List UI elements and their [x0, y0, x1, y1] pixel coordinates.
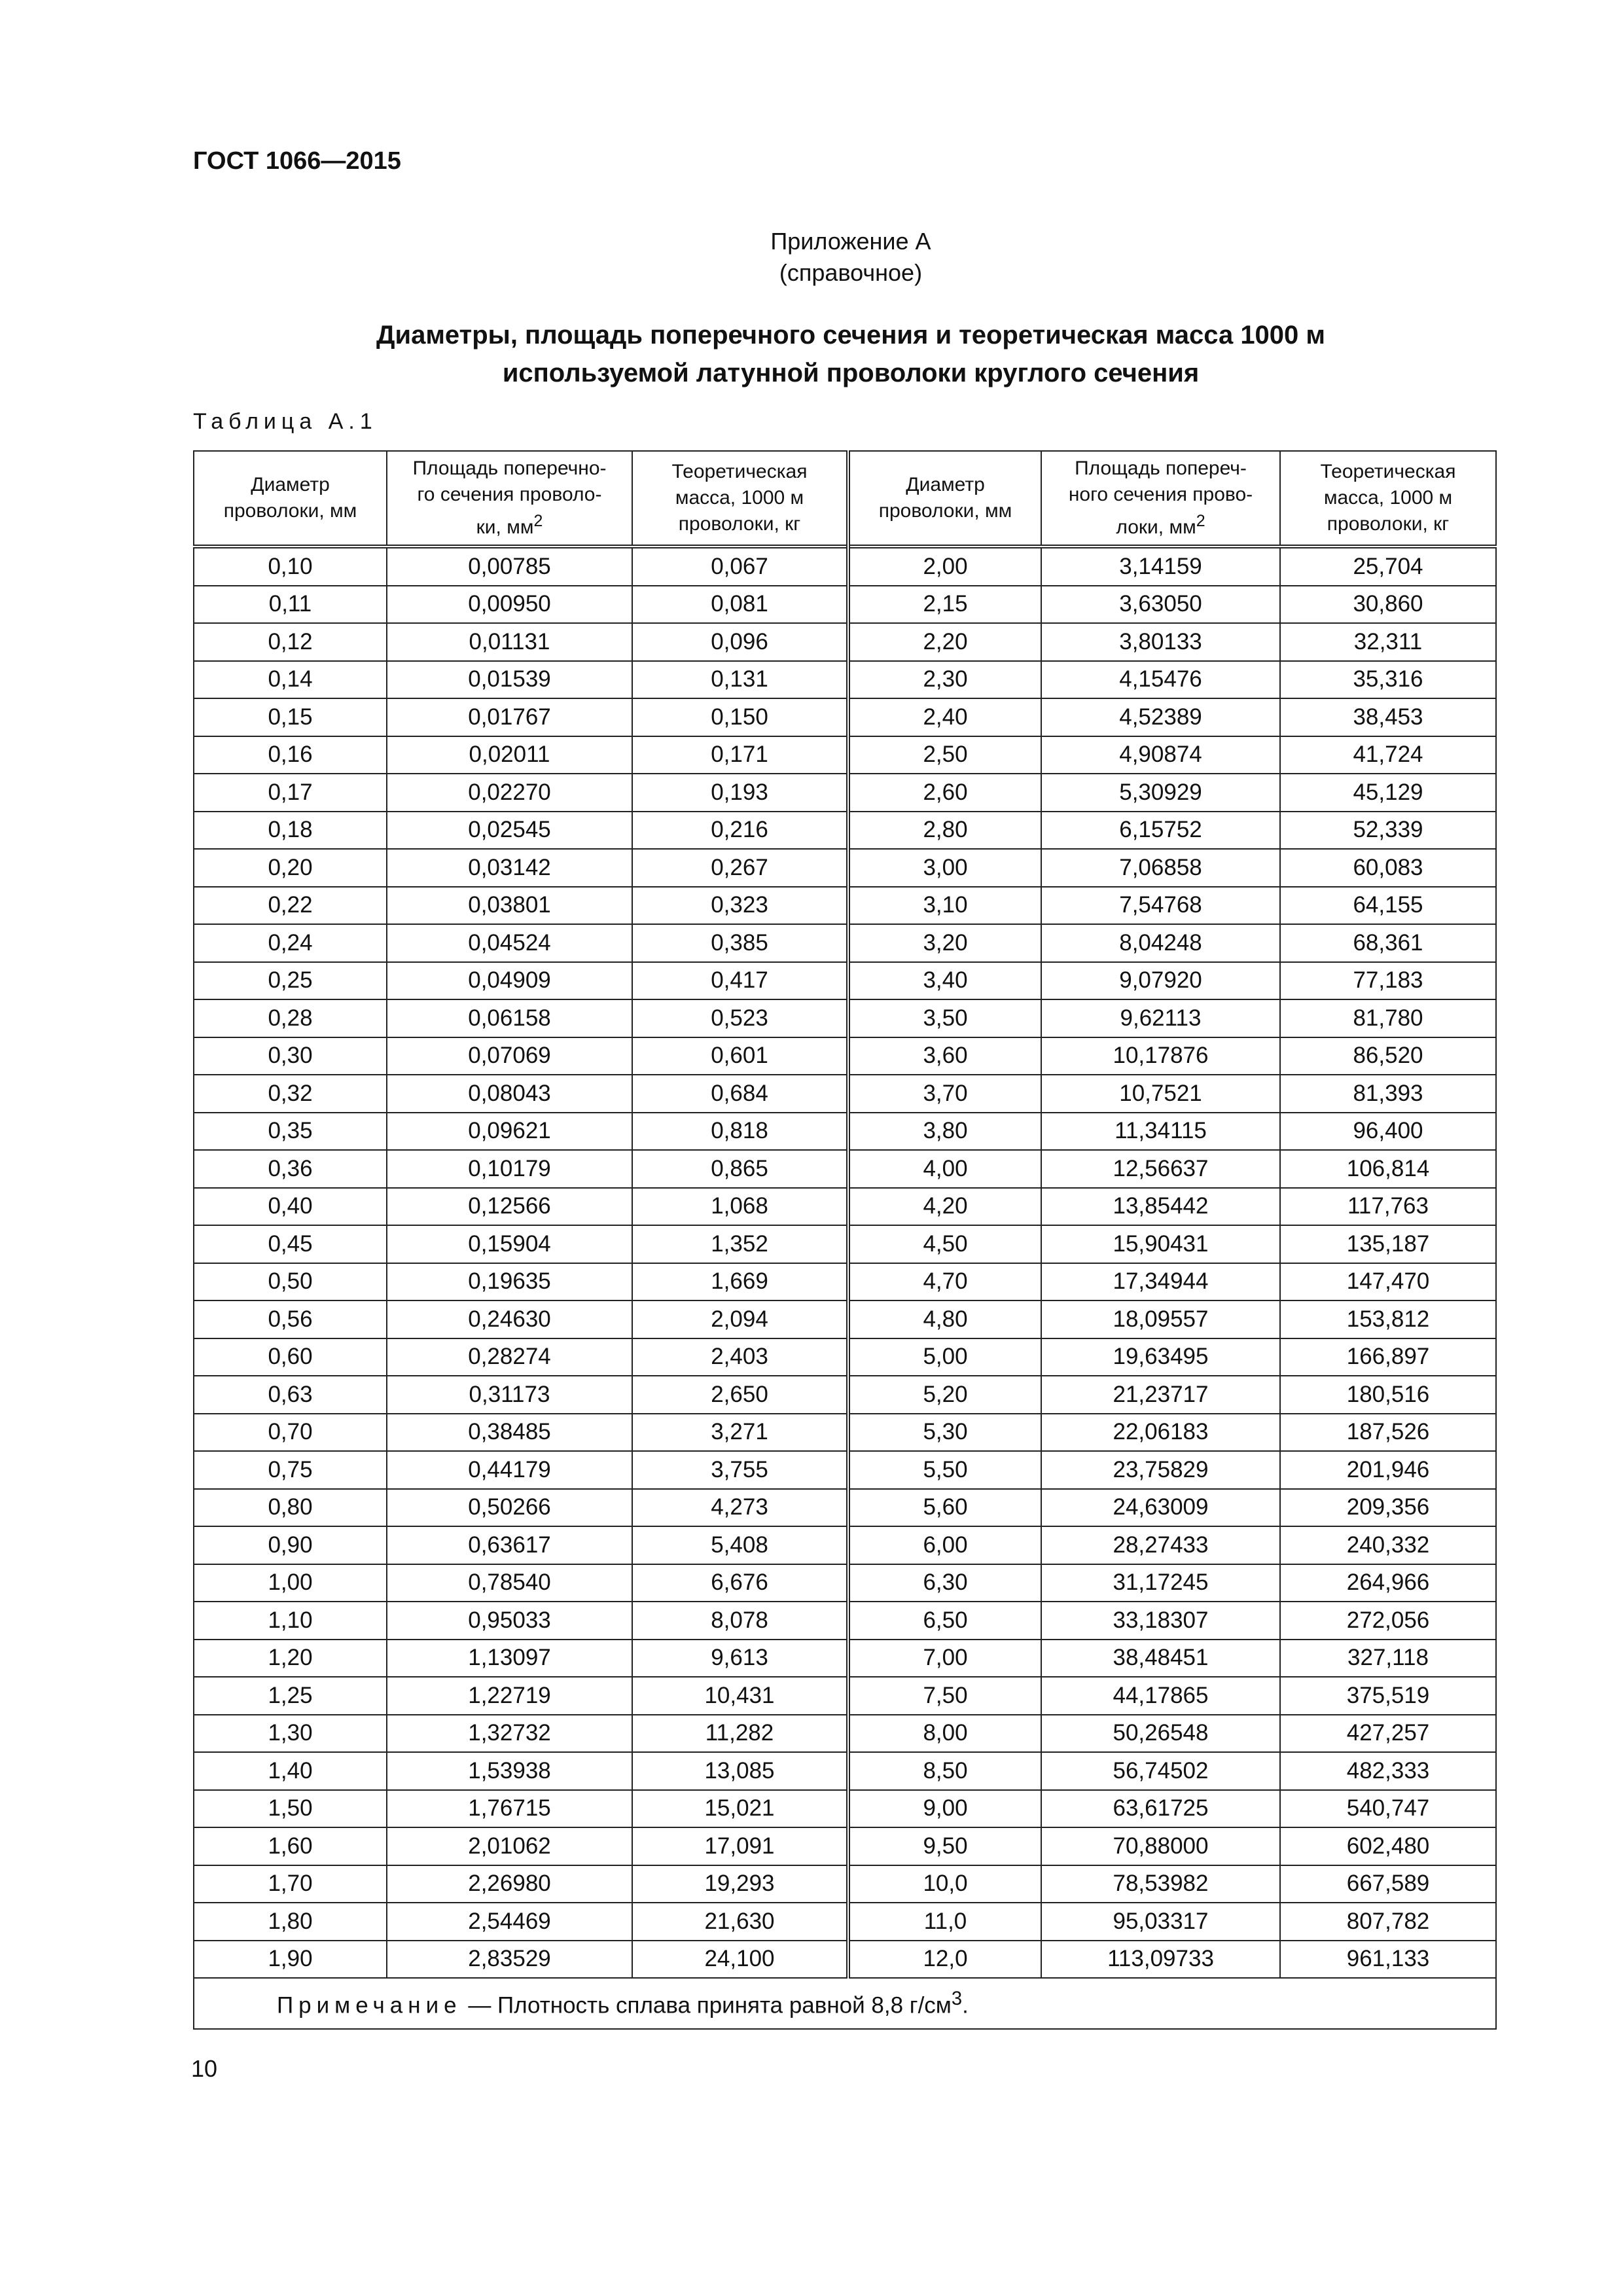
- table-row: [194, 1037, 1496, 1075]
- cell-diameter-2: 4,00: [848, 1150, 1041, 1188]
- table-row: [194, 1263, 1496, 1301]
- cell-mass-2: 25,704: [1280, 547, 1496, 586]
- note-superscript: 3: [951, 1988, 963, 2009]
- cell-diameter-2: 3,70: [848, 1075, 1041, 1113]
- cell-diameter-2: 4,50: [848, 1225, 1041, 1263]
- cell-diameter-2: 2,15: [848, 586, 1041, 624]
- table-row: [194, 774, 1496, 812]
- cell-diameter-2: 5,00: [848, 1338, 1041, 1376]
- cell-area-1: 0,10179: [387, 1150, 632, 1188]
- cell-diameter-2: 10,0: [848, 1865, 1041, 1903]
- cell-diameter-1: 0,36: [194, 1150, 387, 1188]
- cell-mass-1: 9,613: [632, 1640, 848, 1677]
- cell-mass-2: 187,526: [1280, 1414, 1496, 1452]
- cell-diameter-2: 5,50: [848, 1451, 1041, 1489]
- cell-diameter-2: 3,20: [848, 924, 1041, 962]
- cell-mass-1: 8,078: [632, 1602, 848, 1640]
- cell-area-2: 4,52389: [1041, 698, 1280, 736]
- cell-area-1: 1,53938: [387, 1752, 632, 1790]
- cell-area-1: 0,02545: [387, 812, 632, 850]
- cell-diameter-1: 1,50: [194, 1790, 387, 1828]
- table-row: [194, 887, 1496, 925]
- table-body: [194, 547, 1496, 1978]
- cell-mass-2: 135,187: [1280, 1225, 1496, 1263]
- cell-diameter-1: 0,63: [194, 1376, 387, 1414]
- cell-area-1: 0,12566: [387, 1188, 632, 1226]
- cell-mass-2: 35,316: [1280, 661, 1496, 699]
- cell-diameter-1: 0,12: [194, 623, 387, 661]
- cell-area-2: 23,75829: [1041, 1451, 1280, 1489]
- table-row: [194, 1489, 1496, 1527]
- cell-mass-1: 0,601: [632, 1037, 848, 1075]
- cell-area-1: 0,06158: [387, 999, 632, 1037]
- cell-area-2: 70,88000: [1041, 1827, 1280, 1865]
- cell-area-2: 33,18307: [1041, 1602, 1280, 1640]
- cell-area-1: 0,95033: [387, 1602, 632, 1640]
- cell-mass-1: 2,094: [632, 1300, 848, 1338]
- cell-diameter-1: 0,30: [194, 1037, 387, 1075]
- cell-mass-2: 602,480: [1280, 1827, 1496, 1865]
- cell-diameter-1: 0,56: [194, 1300, 387, 1338]
- cell-area-1: 0,00785: [387, 547, 632, 586]
- header-mass-2: Теоретическая масса, 1000 м проволоки, кг: [1280, 451, 1496, 547]
- cell-mass-1: 0,385: [632, 924, 848, 962]
- cell-diameter-1: 0,16: [194, 736, 387, 774]
- cell-diameter-2: 7,50: [848, 1677, 1041, 1715]
- cell-diameter-1: 1,90: [194, 1941, 387, 1979]
- cell-mass-1: 17,091: [632, 1827, 848, 1865]
- cell-diameter-1: 0,18: [194, 812, 387, 850]
- cell-diameter-1: 1,30: [194, 1715, 387, 1753]
- table-row: [194, 1941, 1496, 1979]
- cell-diameter-2: 4,80: [848, 1300, 1041, 1338]
- page-number: 10: [191, 2055, 218, 2082]
- table-row: [194, 736, 1496, 774]
- table-note-row: [194, 1978, 1496, 2029]
- table-row: [194, 812, 1496, 850]
- cell-diameter-1: 0,80: [194, 1489, 387, 1527]
- table-row: [194, 1376, 1496, 1414]
- cell-area-1: 0,02270: [387, 774, 632, 812]
- table-row: [194, 1790, 1496, 1828]
- cell-area-2: 4,15476: [1041, 661, 1280, 699]
- cell-mass-1: 6,676: [632, 1564, 848, 1602]
- cell-diameter-2: 2,80: [848, 812, 1041, 850]
- table-row: [194, 1677, 1496, 1715]
- table-row: [194, 1075, 1496, 1113]
- cell-diameter-2: 9,50: [848, 1827, 1041, 1865]
- cell-diameter-2: 8,50: [848, 1752, 1041, 1790]
- cell-area-2: 50,26548: [1041, 1715, 1280, 1753]
- cell-diameter-2: 12,0: [848, 1941, 1041, 1979]
- cell-area-2: 4,90874: [1041, 736, 1280, 774]
- main-title: [0, 316, 1623, 392]
- table-row: [194, 1903, 1496, 1941]
- cell-area-1: 0,01539: [387, 661, 632, 699]
- table-row: [194, 999, 1496, 1037]
- cell-mass-2: 117,763: [1280, 1188, 1496, 1226]
- cell-area-1: 0,15904: [387, 1225, 632, 1263]
- cell-diameter-2: 5,60: [848, 1489, 1041, 1527]
- cell-area-1: 2,83529: [387, 1941, 632, 1979]
- cell-mass-1: 0,323: [632, 887, 848, 925]
- cell-mass-2: 153,812: [1280, 1300, 1496, 1338]
- cell-mass-2: 482,333: [1280, 1752, 1496, 1790]
- cell-mass-1: 0,150: [632, 698, 848, 736]
- cell-diameter-1: 0,60: [194, 1338, 387, 1376]
- cell-diameter-1: 0,14: [194, 661, 387, 699]
- table-row: [194, 1300, 1496, 1338]
- cell-mass-1: 10,431: [632, 1677, 848, 1715]
- cell-mass-2: 81,780: [1280, 999, 1496, 1037]
- table-row: [194, 1865, 1496, 1903]
- cell-area-1: 2,01062: [387, 1827, 632, 1865]
- cell-diameter-2: 2,30: [848, 661, 1041, 699]
- cell-area-2: 8,04248: [1041, 924, 1280, 962]
- table-row: [194, 1188, 1496, 1226]
- cell-area-1: 1,76715: [387, 1790, 632, 1828]
- cell-diameter-1: 1,25: [194, 1677, 387, 1715]
- cell-diameter-1: 0,90: [194, 1526, 387, 1564]
- cell-area-2: 3,80133: [1041, 623, 1280, 661]
- cell-mass-1: 1,352: [632, 1225, 848, 1263]
- cell-area-2: 28,27433: [1041, 1526, 1280, 1564]
- cell-mass-1: 0,096: [632, 623, 848, 661]
- cell-mass-2: 240,332: [1280, 1526, 1496, 1564]
- cell-diameter-2: 5,20: [848, 1376, 1041, 1414]
- cell-area-2: 13,85442: [1041, 1188, 1280, 1226]
- cell-mass-1: 0,684: [632, 1075, 848, 1113]
- cell-diameter-1: 0,22: [194, 887, 387, 925]
- cell-mass-1: 0,818: [632, 1113, 848, 1151]
- cell-area-2: 17,34944: [1041, 1263, 1280, 1301]
- wire-data-table: [193, 450, 1497, 2030]
- cell-mass-2: 32,311: [1280, 623, 1496, 661]
- cell-mass-2: 667,589: [1280, 1865, 1496, 1903]
- cell-diameter-2: 4,70: [848, 1263, 1041, 1301]
- cell-mass-1: 0,193: [632, 774, 848, 812]
- cell-diameter-2: 5,30: [848, 1414, 1041, 1452]
- data-table-container: [193, 450, 1495, 2030]
- cell-mass-2: 180,516: [1280, 1376, 1496, 1414]
- table-row: [194, 849, 1496, 887]
- table-row: [194, 1640, 1496, 1677]
- cell-diameter-1: 0,20: [194, 849, 387, 887]
- cell-mass-2: 86,520: [1280, 1037, 1496, 1075]
- cell-mass-1: 13,085: [632, 1752, 848, 1790]
- cell-mass-2: 64,155: [1280, 887, 1496, 925]
- table-row: [194, 1752, 1496, 1790]
- cell-mass-1: 3,271: [632, 1414, 848, 1452]
- cell-area-2: 7,06858: [1041, 849, 1280, 887]
- cell-area-2: 24,63009: [1041, 1489, 1280, 1527]
- cell-diameter-2: 3,80: [848, 1113, 1041, 1151]
- cell-area-2: 19,63495: [1041, 1338, 1280, 1376]
- cell-area-1: 0,28274: [387, 1338, 632, 1376]
- cell-mass-2: 272,056: [1280, 1602, 1496, 1640]
- table-row: [194, 586, 1496, 624]
- cell-diameter-1: 0,28: [194, 999, 387, 1037]
- header-mass-1: Теоретическая масса, 1000 м проволоки, кг: [632, 451, 848, 547]
- cell-area-2: 21,23717: [1041, 1376, 1280, 1414]
- cell-diameter-2: 2,50: [848, 736, 1041, 774]
- cell-area-2: 7,54768: [1041, 887, 1280, 925]
- cell-mass-2: 201,946: [1280, 1451, 1496, 1489]
- table-row: [194, 1827, 1496, 1865]
- table-row: [194, 1113, 1496, 1151]
- cell-area-2: 15,90431: [1041, 1225, 1280, 1263]
- cell-area-1: 2,54469: [387, 1903, 632, 1941]
- cell-area-2: 18,09557: [1041, 1300, 1280, 1338]
- cell-diameter-1: 0,17: [194, 774, 387, 812]
- cell-diameter-2: 4,20: [848, 1188, 1041, 1226]
- cell-mass-1: 24,100: [632, 1941, 848, 1979]
- cell-area-1: 0,03801: [387, 887, 632, 925]
- header-diameter-1: Диаметр проволоки, мм: [194, 451, 387, 547]
- cell-area-2: 113,09733: [1041, 1941, 1280, 1979]
- cell-mass-1: 15,021: [632, 1790, 848, 1828]
- cell-mass-1: 19,293: [632, 1865, 848, 1903]
- cell-diameter-1: 0,40: [194, 1188, 387, 1226]
- table-row: [194, 1564, 1496, 1602]
- table-row: [194, 1602, 1496, 1640]
- cell-diameter-1: 1,40: [194, 1752, 387, 1790]
- cell-area-2: 22,06183: [1041, 1414, 1280, 1452]
- cell-diameter-1: 1,10: [194, 1602, 387, 1640]
- table-row: [194, 1451, 1496, 1489]
- cell-area-1: 0,01131: [387, 623, 632, 661]
- cell-diameter-2: 8,00: [848, 1715, 1041, 1753]
- cell-diameter-1: 1,20: [194, 1640, 387, 1677]
- cell-mass-1: 21,630: [632, 1903, 848, 1941]
- table-label: Таблица А.1: [193, 409, 378, 434]
- cell-mass-1: 1,068: [632, 1188, 848, 1226]
- cell-area-2: 6,15752: [1041, 812, 1280, 850]
- cell-area-1: 0,08043: [387, 1075, 632, 1113]
- cell-mass-1: 11,282: [632, 1715, 848, 1753]
- cell-area-2: 9,07920: [1041, 962, 1280, 1000]
- cell-area-1: 0,04909: [387, 962, 632, 1000]
- cell-mass-1: 1,669: [632, 1263, 848, 1301]
- cell-area-1: 0,24630: [387, 1300, 632, 1338]
- cell-area-2: 78,53982: [1041, 1865, 1280, 1903]
- cell-diameter-1: 0,35: [194, 1113, 387, 1151]
- cell-mass-1: 0,417: [632, 962, 848, 1000]
- cell-mass-2: 77,183: [1280, 962, 1496, 1000]
- cell-mass-2: 961,133: [1280, 1941, 1496, 1979]
- cell-diameter-1: 1,60: [194, 1827, 387, 1865]
- annex-subtitle: (справочное): [779, 259, 923, 286]
- table-row: [194, 1338, 1496, 1376]
- table-row: [194, 1414, 1496, 1452]
- cell-diameter-1: 1,00: [194, 1564, 387, 1602]
- cell-diameter-1: 0,50: [194, 1263, 387, 1301]
- cell-area-2: 3,14159: [1041, 547, 1280, 586]
- annex-title: Приложение А: [770, 228, 931, 255]
- table-row: [194, 698, 1496, 736]
- cell-diameter-2: 6,50: [848, 1602, 1041, 1640]
- table-row: [194, 962, 1496, 1000]
- cell-diameter-1: 1,70: [194, 1865, 387, 1903]
- cell-mass-1: 3,755: [632, 1451, 848, 1489]
- cell-mass-1: 0,081: [632, 586, 848, 624]
- cell-diameter-1: 0,75: [194, 1451, 387, 1489]
- cell-mass-2: 264,966: [1280, 1564, 1496, 1602]
- cell-area-1: 0,09621: [387, 1113, 632, 1151]
- cell-area-2: 31,17245: [1041, 1564, 1280, 1602]
- cell-mass-1: 5,408: [632, 1526, 848, 1564]
- cell-area-2: 10,7521: [1041, 1075, 1280, 1113]
- cell-diameter-2: 2,60: [848, 774, 1041, 812]
- cell-diameter-2: 3,10: [848, 887, 1041, 925]
- cell-mass-1: 0,216: [632, 812, 848, 850]
- cell-mass-2: 427,257: [1280, 1715, 1496, 1753]
- cell-diameter-1: 1,80: [194, 1903, 387, 1941]
- table-row: [194, 661, 1496, 699]
- cell-diameter-1: 0,10: [194, 547, 387, 586]
- cell-diameter-1: 0,70: [194, 1414, 387, 1452]
- table-header-row: [194, 451, 1496, 547]
- header-diameter-2: Диаметр проволоки, мм: [848, 451, 1041, 547]
- cell-mass-2: 41,724: [1280, 736, 1496, 774]
- cell-area-1: 0,07069: [387, 1037, 632, 1075]
- cell-area-2: 12,56637: [1041, 1150, 1280, 1188]
- header-area-2: Площадь попереч- ного сечения прово- локи, $мм^2$: [1041, 451, 1280, 547]
- cell-area-2: 11,34115: [1041, 1113, 1280, 1151]
- cell-mass-2: 45,129: [1280, 774, 1496, 812]
- table-row: [194, 547, 1496, 586]
- cell-diameter-2: 11,0: [848, 1903, 1041, 1941]
- cell-area-2: 38,48451: [1041, 1640, 1280, 1677]
- cell-diameter-2: 3,50: [848, 999, 1041, 1037]
- cell-area-1: 0,02011: [387, 736, 632, 774]
- table-row: [194, 924, 1496, 962]
- main-title-line-1: Диаметры, площадь поперечного сечения и теоретическая масса 1000 м: [376, 321, 1325, 350]
- cell-diameter-1: 0,25: [194, 962, 387, 1000]
- cell-mass-1: 0,131: [632, 661, 848, 699]
- table-note: [194, 1978, 1496, 2029]
- cell-area-1: 0,31173: [387, 1376, 632, 1414]
- cell-area-2: 9,62113: [1041, 999, 1280, 1037]
- cell-area-1: 0,50266: [387, 1489, 632, 1527]
- table-row: [194, 1526, 1496, 1564]
- cell-diameter-2: 2,40: [848, 698, 1041, 736]
- cell-area-1: 2,26980: [387, 1865, 632, 1903]
- cell-area-1: 1,32732: [387, 1715, 632, 1753]
- cell-mass-1: 2,650: [632, 1376, 848, 1414]
- table-row: [194, 1225, 1496, 1263]
- cell-diameter-1: 0,45: [194, 1225, 387, 1263]
- cell-area-1: 0,19635: [387, 1263, 632, 1301]
- cell-mass-2: 38,453: [1280, 698, 1496, 736]
- note-text: — Плотность сплава принята равной 8,8 г/см: [461, 1992, 952, 2018]
- cell-mass-2: 30,860: [1280, 586, 1496, 624]
- cell-mass-2: 81,393: [1280, 1075, 1496, 1113]
- cell-mass-2: 52,339: [1280, 812, 1496, 850]
- cell-area-1: 1,22719: [387, 1677, 632, 1715]
- cell-area-1: 1,13097: [387, 1640, 632, 1677]
- cell-mass-1: 4,273: [632, 1489, 848, 1527]
- cell-area-2: 95,03317: [1041, 1903, 1280, 1941]
- cell-area-2: 56,74502: [1041, 1752, 1280, 1790]
- cell-area-1: 0,78540: [387, 1564, 632, 1602]
- cell-area-2: 44,17865: [1041, 1677, 1280, 1715]
- cell-mass-1: 0,865: [632, 1150, 848, 1188]
- cell-area-1: 0,00950: [387, 586, 632, 624]
- cell-diameter-2: 9,00: [848, 1790, 1041, 1828]
- cell-area-1: 0,44179: [387, 1451, 632, 1489]
- document-code: ГОСТ 1066—2015: [193, 147, 401, 175]
- cell-diameter-2: 2,20: [848, 623, 1041, 661]
- cell-mass-2: 60,083: [1280, 849, 1496, 887]
- cell-area-1: 0,01767: [387, 698, 632, 736]
- cell-diameter-2: 6,30: [848, 1564, 1041, 1602]
- cell-mass-2: 166,897: [1280, 1338, 1496, 1376]
- cell-mass-2: 147,470: [1280, 1263, 1496, 1301]
- cell-mass-2: 96,400: [1280, 1113, 1496, 1151]
- cell-mass-1: 0,171: [632, 736, 848, 774]
- cell-diameter-2: 7,00: [848, 1640, 1041, 1677]
- cell-mass-2: 106,814: [1280, 1150, 1496, 1188]
- cell-diameter-2: 2,00: [848, 547, 1041, 586]
- cell-mass-2: 68,361: [1280, 924, 1496, 962]
- cell-mass-2: 327,118: [1280, 1640, 1496, 1677]
- cell-mass-2: 807,782: [1280, 1903, 1496, 1941]
- cell-area-1: 0,03142: [387, 849, 632, 887]
- cell-area-2: 3,63050: [1041, 586, 1280, 624]
- cell-area-1: 0,04524: [387, 924, 632, 962]
- cell-mass-1: 2,403: [632, 1338, 848, 1376]
- cell-area-1: 0,63617: [387, 1526, 632, 1564]
- cell-mass-2: 209,356: [1280, 1489, 1496, 1527]
- cell-mass-2: 540,747: [1280, 1790, 1496, 1828]
- table-row: [194, 1150, 1496, 1188]
- cell-diameter-2: 6,00: [848, 1526, 1041, 1564]
- cell-diameter-1: 0,15: [194, 698, 387, 736]
- note-end: .: [962, 1992, 969, 2018]
- cell-diameter-1: 0,11: [194, 586, 387, 624]
- cell-area-2: 10,17876: [1041, 1037, 1280, 1075]
- cell-area-2: 63,61725: [1041, 1790, 1280, 1828]
- main-title-line-2: используемой латунной проволоки круглого сечения: [502, 359, 1200, 387]
- cell-mass-1: 0,523: [632, 999, 848, 1037]
- cell-diameter-2: 3,60: [848, 1037, 1041, 1075]
- cell-area-2: 5,30929: [1041, 774, 1280, 812]
- cell-diameter-2: 3,40: [848, 962, 1041, 1000]
- cell-diameter-2: 3,00: [848, 849, 1041, 887]
- note-label: Примечание: [277, 1992, 462, 2018]
- annex-heading: [0, 226, 1623, 289]
- cell-mass-1: 0,067: [632, 547, 848, 586]
- header-area-1: Площадь поперечно- го сечения проволо- ки, $мм^2$: [387, 451, 632, 547]
- table-row: [194, 1715, 1496, 1753]
- cell-diameter-1: 0,24: [194, 924, 387, 962]
- cell-mass-1: 0,267: [632, 849, 848, 887]
- cell-mass-2: 375,519: [1280, 1677, 1496, 1715]
- cell-area-1: 0,38485: [387, 1414, 632, 1452]
- table-row: [194, 623, 1496, 661]
- cell-diameter-1: 0,32: [194, 1075, 387, 1113]
